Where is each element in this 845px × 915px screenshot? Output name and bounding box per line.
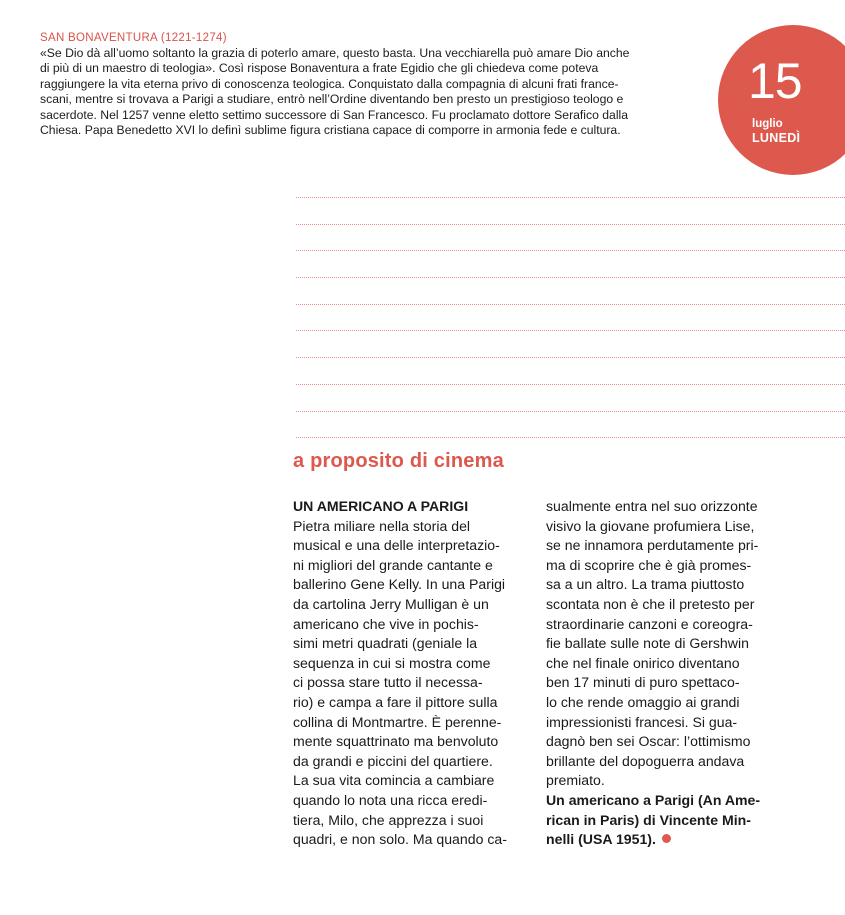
- article-column-right: [546, 497, 791, 850]
- article-line: Pietra miliare nella storia del: [293, 517, 471, 534]
- article-line: scontata non è che il pretesto per: [546, 595, 755, 612]
- article-line: sequenza in cui si mostra come: [293, 654, 491, 671]
- article-line: visivo la giovane profumiera Lise,: [546, 517, 755, 534]
- article-line: da grandi e piccini del quartiere.: [293, 752, 493, 769]
- article-line: tiera, Milo, che apprezza i suoi: [293, 811, 484, 828]
- article-line: ni migliori del grande cantante e: [293, 556, 493, 573]
- saint-text-line: sacerdote. Nel 1257 venne eletto settimo successore di San Francesco. Fu proclamato dottore Serafico dalla: [40, 107, 629, 122]
- article-line: ci possa stare tutto il necessa-: [293, 674, 483, 691]
- article-line: musical e una delle interpretazio-: [293, 537, 500, 554]
- article-line: quando lo nota una ricca eredi-: [293, 791, 488, 808]
- article-line: quadri, e non solo. Ma quando ca-: [293, 831, 507, 848]
- article-line: se ne innamora perdutamente pri-: [546, 537, 759, 554]
- article-line: brillante del dopoguerra andava: [546, 752, 745, 769]
- section-title: a proposito di cinema: [293, 450, 504, 472]
- film-credit-line: Un americano a Parigi (An Ame-: [546, 791, 761, 808]
- note-line: [296, 357, 845, 384]
- date-weekday: LUNEDÌ: [752, 131, 801, 145]
- article-column-left: [293, 497, 533, 850]
- article-line: simi metri quadrati (geniale la: [293, 635, 478, 652]
- saint-text-line: raggiungere la vita eterna privo di conoscenza teologica. Conquistato dalla compagnia di alcuni frati france-: [40, 76, 619, 91]
- note-lines: [296, 197, 845, 464]
- film-credit-line: nelli (USA 1951).: [546, 831, 656, 848]
- article-line: straordinarie canzoni e coreogra-: [546, 615, 753, 632]
- article-line: dagnò ben sei Oscar: l’ottimismo: [546, 733, 751, 750]
- article-line: ma di scoprire che è già promes-: [546, 556, 752, 573]
- saint-text: [40, 46, 710, 138]
- article-line: premiato.: [546, 772, 605, 789]
- article-line: sa a un altro. La trama piuttosto: [546, 576, 745, 593]
- film-credit-last: [546, 830, 791, 850]
- date-month: luglio: [752, 118, 783, 130]
- article-line: che nel finale onirico diventano: [546, 654, 740, 671]
- saint-of-the-day: [40, 32, 710, 138]
- note-line: [296, 277, 845, 304]
- date-badge: [718, 25, 845, 175]
- note-line: [296, 330, 845, 357]
- article-line: ballerino Gene Kelly. In una Parigi: [293, 576, 506, 593]
- saint-text-line: «Se Dio dà all’uomo soltanto la grazia di poterlo amare, questo basta. Una vecchiarella può amare Dio anche: [40, 46, 630, 60]
- note-line: [296, 304, 845, 331]
- article-line: da cartolina Jerry Mulligan è un: [293, 595, 489, 612]
- note-line: [296, 197, 845, 224]
- note-line: [296, 411, 845, 438]
- article-line: fie ballate sulle note di Gershwin: [546, 635, 749, 652]
- saint-title: SAN BONAVENTURA (1221-1274): [40, 32, 227, 44]
- article-heading: UN AMERICANO A PARIGI: [293, 498, 469, 514]
- article-line: rio) e campa a fare il pittore sulla: [293, 693, 498, 710]
- film-credit-line: rican in Paris) di Vincente Min-: [546, 811, 751, 828]
- note-line: [296, 224, 845, 251]
- article-line: collina di Montmartre. È perenne-: [293, 713, 502, 730]
- note-line: [296, 250, 845, 277]
- article-line: ben 17 minuti di puro spettaco-: [546, 674, 740, 691]
- saint-text-line: di più di un maestro di teologia». Così rispose Bonaventura a frate Egidio che gli chiedeva come poteva: [40, 61, 599, 76]
- note-line: [296, 384, 845, 411]
- saint-text-line: Chiesa. Papa Benedetto XVI lo definì sublime figura cristiana capace di comporre in armonia fede e cultura.: [40, 123, 621, 138]
- article-line: impressionisti francesi. Si gua-: [546, 713, 738, 730]
- article-line: mente squattrinato ma benvoluto: [293, 733, 499, 750]
- end-dot-icon: [662, 834, 671, 843]
- saint-text-line: scani, mentre si trovava a Parigi a studiare, entrò nell’Ordine diventando ben presto un prestigioso teologo e: [40, 92, 624, 107]
- article-line: La sua vita comincia a cambiare: [293, 772, 495, 789]
- article-line: sualmente entra nel suo orizzonte: [546, 498, 758, 514]
- article-line: americano che vive in pochis-: [293, 615, 479, 632]
- article-line: lo che rende omaggio ai grandi: [546, 693, 740, 710]
- date-day: 15: [748, 53, 802, 109]
